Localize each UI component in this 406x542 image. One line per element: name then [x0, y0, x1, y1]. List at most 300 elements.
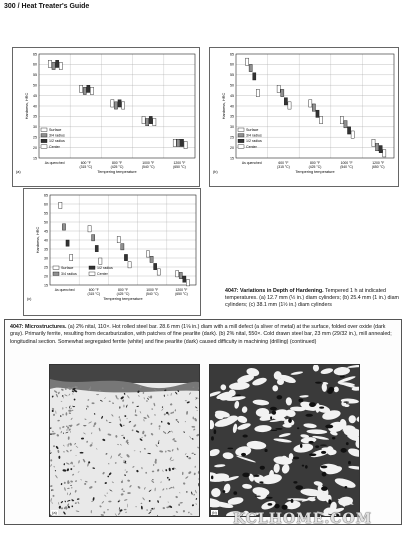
grain-speck — [192, 438, 194, 440]
grain-speck — [52, 433, 56, 436]
grain-speck — [52, 495, 55, 498]
ferrite-grain — [279, 432, 291, 438]
pearlite-patch — [348, 461, 351, 465]
grain-speck — [57, 450, 59, 454]
grain-speck — [162, 507, 165, 510]
grain-speck — [92, 497, 94, 501]
pearlite-patch — [242, 435, 247, 438]
grain-speck — [71, 487, 72, 489]
bar-3-4-radius — [114, 102, 117, 109]
grain-speck — [56, 434, 59, 437]
micrograph-b-image — [210, 365, 360, 517]
grain-speck — [124, 509, 127, 511]
grain-speck — [119, 406, 120, 409]
legend-label: 1/2 radius — [246, 139, 262, 144]
bar-surface — [277, 85, 280, 92]
y-tick-label: 60 — [33, 62, 37, 67]
grain-speck — [117, 444, 119, 446]
pearlite-patch — [260, 466, 265, 470]
x-axis-label: Tempering temperature — [97, 170, 137, 174]
grain-speck — [65, 407, 67, 408]
ferrite-grain — [260, 473, 283, 486]
grain-speck — [108, 472, 111, 476]
legend-swatch — [238, 145, 244, 148]
pearlite-patch — [266, 497, 273, 499]
pearlite-patch — [332, 437, 335, 440]
grain-speck — [126, 471, 128, 474]
grain-speck — [141, 437, 143, 438]
grain-speck — [191, 453, 194, 455]
grain-speck — [173, 486, 175, 489]
grain-speck — [61, 388, 64, 391]
grain-speck — [55, 394, 58, 398]
ferrite-grain — [251, 376, 267, 387]
grain-speck — [159, 450, 163, 453]
y-tick-label: 65 — [230, 52, 234, 57]
grain-speck — [69, 412, 72, 414]
x-axis-label: Tempering temperature — [103, 297, 143, 301]
x-tick-label: (540 °C) — [141, 165, 155, 169]
grain-speck — [134, 450, 136, 451]
pearlite-patch — [291, 499, 294, 503]
grain-speck — [120, 493, 123, 496]
pearlite-patch — [297, 427, 299, 429]
y-tick-label: 45 — [44, 229, 48, 234]
grain-speck — [70, 480, 73, 482]
y-tick-label: 25 — [33, 135, 37, 140]
legend-swatch — [238, 139, 244, 142]
ferrite-grain — [211, 488, 221, 498]
grain-speck — [72, 473, 75, 475]
grain-speck — [171, 393, 172, 396]
grain-speck — [104, 397, 106, 399]
grain-speck — [154, 488, 155, 492]
grain-speck — [151, 480, 155, 483]
pearlite-patch — [327, 389, 333, 394]
grain-speck — [144, 487, 146, 490]
ferrite-grain — [220, 384, 227, 391]
pearlite-patch — [288, 418, 292, 423]
ferrite-grain — [286, 397, 293, 406]
grain-speck — [55, 446, 59, 450]
bar-surface — [59, 202, 62, 208]
bar-3-4-radius — [281, 89, 284, 96]
grain-speck — [67, 426, 69, 428]
grain-speck — [51, 395, 53, 398]
y-tick-label: 30 — [230, 125, 234, 130]
pearlite-patch — [308, 441, 313, 444]
bar-center — [99, 258, 102, 264]
grain-speck — [198, 478, 200, 481]
legend-label: 1/2 radius — [97, 266, 113, 270]
grain-speck — [132, 402, 134, 404]
grain-speck — [91, 442, 92, 443]
grain-speck — [93, 422, 96, 426]
grain-speck — [195, 406, 198, 408]
watermark: KCLHOME.COM — [233, 511, 373, 527]
hardening-caption-title: 4047: Variations in Depth of Hardening. — [225, 288, 324, 294]
grain-speck — [149, 489, 152, 492]
ferrite-grain — [299, 395, 309, 398]
grain-speck — [159, 496, 161, 498]
grain-speck — [70, 407, 72, 409]
microstructure-caption — [10, 324, 398, 346]
grain-speck — [106, 419, 108, 421]
grain-speck — [122, 399, 125, 402]
bar-surface — [48, 60, 51, 67]
pearlite-patch — [322, 472, 327, 477]
pearlite-patch — [274, 504, 279, 509]
x-tick-label: (315 °C) — [277, 165, 290, 169]
ferrite-grain — [242, 483, 252, 489]
pearlite-patch — [328, 499, 331, 504]
bar-1-2-radius — [379, 146, 382, 153]
pearlite-patch — [325, 425, 333, 429]
grain-speck — [158, 440, 160, 442]
ferrite-grain — [274, 371, 282, 380]
grain-speck — [124, 415, 126, 417]
grain-speck — [163, 413, 166, 416]
grain-speck — [66, 412, 68, 415]
x-tick-label: 1200 °F — [175, 288, 188, 292]
pearlite-patch — [254, 475, 260, 477]
bar-1-2-radius — [118, 100, 121, 107]
pearlite-patch — [309, 453, 316, 456]
grain-speck — [93, 425, 95, 427]
bar-3-4-radius — [375, 143, 378, 150]
ferrite-grain — [344, 404, 349, 407]
grain-speck — [172, 438, 175, 441]
bar-3-4-radius — [62, 224, 65, 230]
grain-speck — [153, 403, 155, 407]
pearlite-patch — [340, 375, 345, 377]
grain-speck — [176, 511, 179, 513]
x-tick-label: (425 °C) — [116, 292, 130, 296]
pearlite-patch — [259, 481, 263, 483]
grain-speck — [63, 463, 65, 465]
legend-label: 3/4 radius — [49, 133, 65, 138]
grain-speck — [72, 393, 74, 395]
grain-speck — [71, 505, 73, 507]
ferrite-grain — [229, 382, 250, 391]
grain-speck — [120, 444, 122, 446]
y-tick-label: 30 — [44, 256, 48, 261]
grain-speck — [120, 456, 123, 458]
ferrite-grain — [306, 429, 327, 434]
ferrite-grain — [234, 400, 240, 409]
grain-speck — [131, 429, 133, 431]
y-tick-label: 50 — [44, 220, 48, 225]
x-tick-label: 600 °F — [88, 288, 99, 292]
bar-3-4-radius — [344, 121, 347, 128]
ferrite-grain — [241, 406, 248, 414]
y-tick-label: 20 — [44, 274, 48, 279]
ferrite-grain — [252, 399, 269, 406]
ferrite-grain — [222, 452, 234, 460]
grain-speck — [125, 511, 127, 513]
grain-speck — [196, 410, 198, 411]
grain-speck — [183, 482, 186, 485]
grain-speck — [58, 502, 60, 505]
ferrite-grain — [348, 415, 356, 423]
pearlite-patch — [320, 465, 327, 468]
y-tick-label: 50 — [230, 83, 234, 88]
ferrite-grain — [254, 425, 272, 433]
ferrite-grain — [273, 463, 280, 473]
grain-speck — [70, 417, 72, 420]
pearlite-patch — [277, 395, 283, 399]
grain-speck — [50, 427, 52, 429]
grain-speck — [53, 445, 56, 447]
grain-speck — [119, 509, 123, 512]
legend-swatch — [41, 139, 47, 142]
grain-speck — [74, 490, 77, 493]
pearlite-patch — [305, 414, 313, 417]
grain-speck — [96, 448, 98, 450]
grain-speck — [149, 500, 151, 502]
bar-1-2-radius — [284, 98, 287, 105]
grain-speck — [66, 450, 69, 453]
grain-speck — [118, 453, 122, 457]
grain-speck — [151, 508, 153, 510]
microstructure-section — [4, 319, 402, 525]
grain-speck — [167, 450, 171, 452]
legend-label: Surface — [61, 266, 74, 270]
y-tick-label: 40 — [230, 104, 234, 109]
grain-speck — [165, 469, 167, 472]
grain-speck — [195, 490, 197, 494]
pearlite-patch — [321, 486, 328, 491]
grain-speck — [176, 447, 178, 450]
pearlite-patch — [295, 485, 303, 490]
grain-speck — [94, 481, 96, 483]
grain-speck — [115, 395, 118, 399]
pearlite-patch — [236, 395, 241, 397]
ferrite-grain — [210, 420, 214, 430]
grain-speck — [109, 401, 111, 402]
grain-speck — [146, 400, 148, 402]
legend-swatch — [53, 272, 59, 275]
grain-speck — [80, 452, 84, 454]
legend-label: Center — [49, 144, 60, 149]
grain-speck — [140, 503, 142, 505]
grain-speck — [172, 468, 175, 470]
x-tick-label: (650 °C) — [175, 292, 188, 296]
grain-speck — [152, 471, 155, 473]
grain-speck — [135, 409, 136, 413]
bar-surface — [309, 100, 312, 107]
grain-speck — [101, 514, 105, 516]
grain-speck — [120, 396, 124, 400]
y-tick-label: 55 — [230, 73, 234, 78]
grain-speck — [67, 444, 68, 445]
grain-speck — [150, 422, 153, 425]
grain-speck — [112, 481, 114, 483]
grain-speck — [182, 472, 184, 475]
grain-speck — [111, 414, 114, 417]
grain-speck — [147, 453, 151, 455]
y-tick-label: 25 — [44, 265, 48, 270]
grain-speck — [127, 492, 131, 494]
pearlite-patch — [282, 505, 288, 510]
grain-speck — [132, 466, 134, 467]
y-axis-label: Hardness, HRC — [25, 92, 29, 120]
grain-speck — [58, 391, 61, 394]
micrograph-b-label: (b) — [212, 510, 217, 515]
grain-speck — [75, 480, 77, 482]
grain-speck — [123, 491, 125, 492]
grain-speck — [157, 500, 159, 503]
bar-center — [288, 102, 291, 109]
bar-1-2-radius — [149, 116, 152, 123]
bar-surface — [173, 139, 176, 146]
grain-speck — [68, 436, 70, 440]
legend-swatch — [41, 145, 47, 148]
grain-speck — [186, 401, 190, 404]
pearlite-patch — [305, 465, 308, 469]
bar-3-4-radius — [92, 235, 95, 241]
y-tick-label: 55 — [33, 73, 37, 78]
grain-speck — [139, 438, 143, 441]
grain-speck — [115, 462, 117, 464]
grain-speck — [189, 392, 192, 395]
legend-swatch — [41, 134, 47, 137]
x-tick-label: 800 °F — [309, 161, 321, 165]
grain-speck — [185, 421, 186, 423]
pearlite-patch — [346, 442, 349, 445]
bar-center — [184, 141, 187, 148]
ferrite-grain — [210, 448, 221, 458]
grain-speck — [127, 418, 128, 419]
grain-speck — [62, 414, 64, 416]
grain-speck — [52, 430, 54, 432]
bar-surface — [111, 100, 114, 107]
grain-speck — [195, 398, 197, 400]
x-tick-label: (315 °C) — [87, 292, 101, 296]
grain-speck — [70, 485, 72, 486]
grain-speck — [189, 436, 192, 439]
grain-speck — [143, 392, 145, 394]
panel-label: (c) — [27, 297, 32, 301]
pearlite-patch — [223, 490, 226, 493]
grain-speck — [183, 510, 186, 513]
grain-speck — [167, 501, 169, 502]
grain-speck — [68, 393, 70, 396]
micrograph-b — [209, 364, 360, 517]
bar-3-4-radius — [249, 64, 252, 71]
grain-speck — [180, 502, 183, 504]
grain-speck — [167, 431, 170, 434]
grain-speck — [50, 464, 52, 467]
grain-speck — [142, 497, 145, 501]
grain-speck — [144, 448, 146, 450]
pearlite-patch — [227, 448, 233, 450]
y-tick-label: 50 — [33, 83, 37, 88]
pearlite-patch — [319, 407, 324, 409]
pearlite-patch — [211, 475, 213, 479]
y-axis-label: Hardness, HRC — [222, 92, 226, 120]
pearlite-patch — [211, 436, 214, 440]
panel-label: (a) — [16, 170, 21, 174]
pearlite-patch — [242, 473, 250, 478]
grain-speck — [76, 446, 79, 449]
grain-speck — [173, 515, 175, 517]
grain-speck — [63, 511, 66, 515]
grain-speck — [144, 397, 145, 399]
pearlite-patch — [268, 503, 273, 506]
x-tick-label: (540 °C) — [340, 165, 353, 169]
grain-speck — [166, 488, 168, 490]
grain-speck — [194, 454, 196, 456]
panel-label: (b) — [213, 170, 218, 174]
grain-speck — [63, 395, 64, 399]
bar-center — [70, 254, 73, 260]
bar-1-2-radius — [95, 245, 98, 251]
grain-speck — [91, 402, 94, 404]
ferrite-grain — [320, 367, 333, 375]
grain-speck — [55, 470, 57, 472]
legend-swatch — [238, 134, 244, 137]
pearlite-patch — [320, 445, 327, 446]
y-tick-label: 40 — [33, 104, 37, 109]
ferrite-grain — [272, 385, 278, 392]
grain-speck — [110, 455, 112, 459]
bar-center — [383, 150, 386, 157]
grain-speck — [68, 410, 71, 412]
y-tick-label: 35 — [230, 114, 234, 119]
grain-speck — [87, 399, 89, 401]
grain-speck — [162, 488, 165, 491]
bar-1-2-radius — [87, 85, 90, 92]
grain-speck — [194, 472, 196, 475]
grain-speck — [127, 504, 128, 508]
grain-speck — [126, 454, 130, 458]
grain-speck — [62, 426, 65, 428]
grain-speck — [178, 504, 180, 507]
hardening-caption — [225, 288, 401, 309]
grain-speck — [185, 453, 187, 455]
grain-speck — [198, 483, 200, 487]
grain-speck — [80, 479, 82, 480]
bar-1-2-radius — [180, 139, 183, 146]
grain-speck — [150, 510, 152, 512]
grain-speck — [192, 504, 195, 506]
y-tick-label: 65 — [33, 52, 37, 57]
ferrite-grain — [281, 463, 291, 474]
page-header: 300 / Heat Treater's Guide — [4, 3, 90, 10]
grain-speck — [70, 468, 73, 471]
grain-speck — [129, 421, 132, 423]
grain-speck — [50, 459, 52, 461]
bar-1-2-radius — [253, 73, 256, 80]
grain-speck — [58, 456, 60, 459]
grain-speck — [85, 481, 88, 483]
grain-speck — [123, 404, 124, 407]
grain-speck — [119, 418, 121, 422]
grain-speck — [64, 487, 66, 491]
grain-speck — [167, 422, 171, 426]
bar-center — [128, 262, 131, 268]
bar-3-4-radius — [312, 104, 315, 111]
grain-speck — [103, 511, 106, 514]
grain-speck — [63, 432, 64, 434]
grain-speck — [50, 498, 52, 502]
grain-speck — [63, 451, 65, 453]
grain-speck — [92, 467, 95, 469]
grain-speck — [61, 507, 64, 510]
grain-speck — [102, 438, 106, 441]
grain-speck — [174, 440, 177, 442]
